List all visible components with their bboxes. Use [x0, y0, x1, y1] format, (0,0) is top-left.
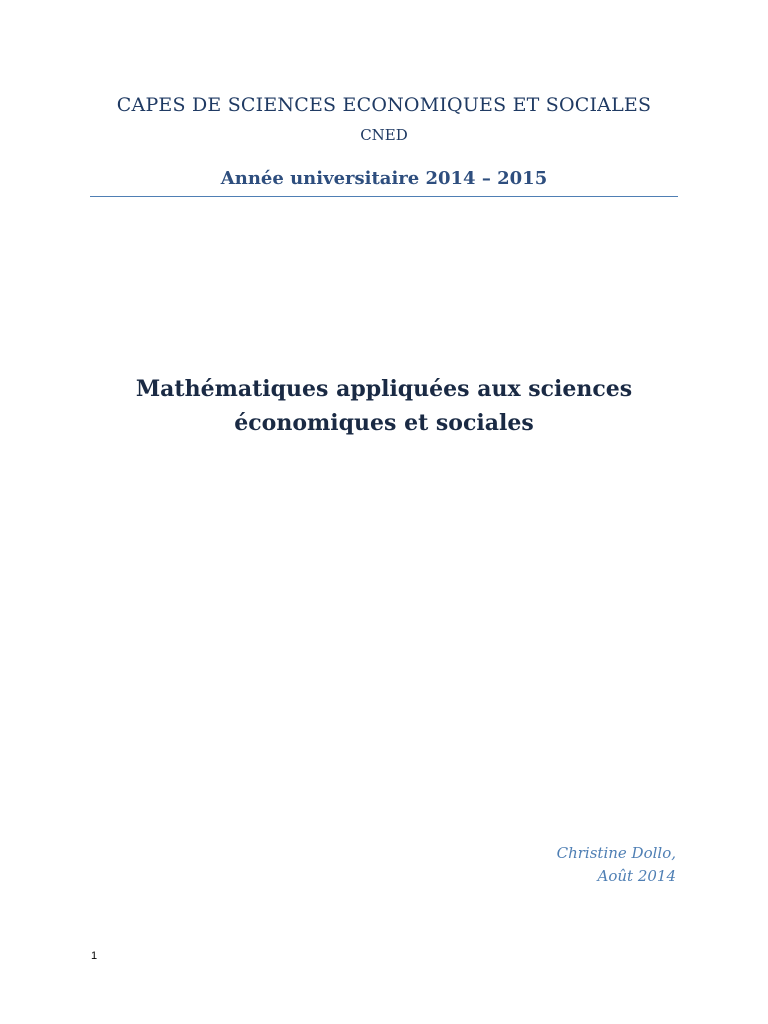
header-organization: CNED	[360, 126, 408, 144]
document-title-line-2: économiques et sociales	[234, 410, 534, 436]
header-title: CAPES DE SCIENCES ECONOMIQUES ET SOCIALES	[116, 94, 652, 116]
author-date: Août 2014	[597, 867, 676, 885]
author-name: Christine Dollo,	[556, 844, 676, 862]
author-block	[557, 842, 676, 888]
academic-year: Année universitaire 2014 – 2015	[220, 168, 548, 189]
document-title	[0, 372, 768, 440]
document-title-line-1: Mathématiques appliquées aux sciences	[135, 376, 633, 402]
header-divider	[90, 196, 678, 197]
page-number: 1	[91, 950, 98, 962]
